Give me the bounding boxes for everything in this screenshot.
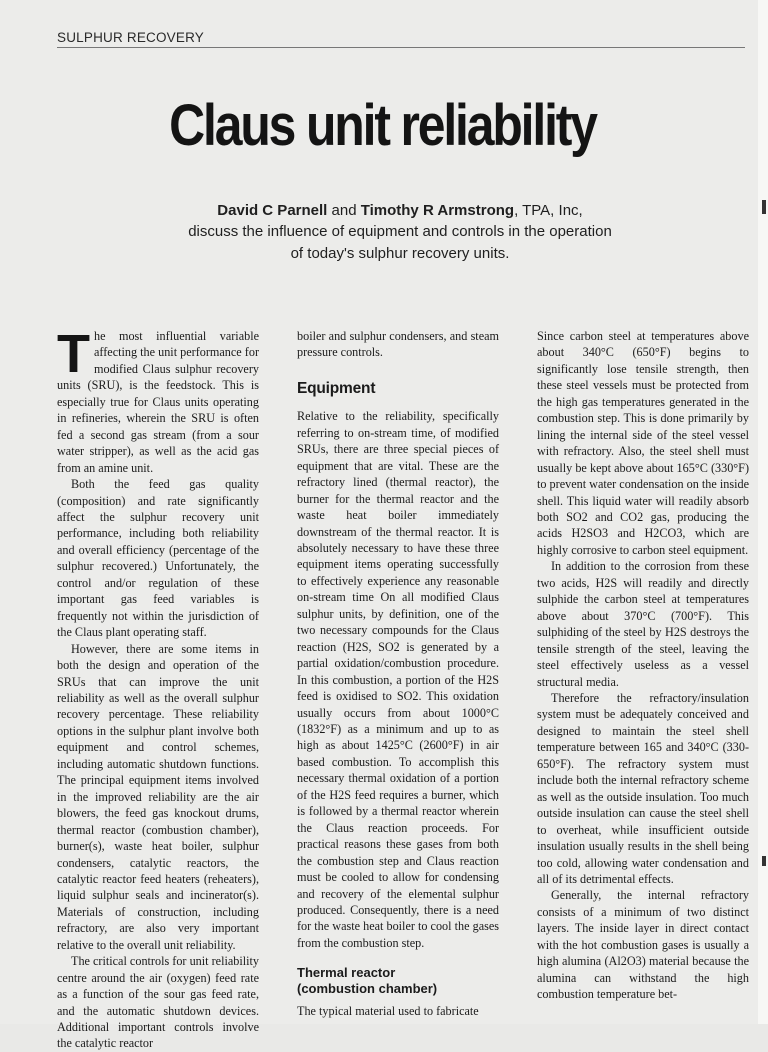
edge-mark [762, 200, 766, 214]
column-3 [537, 328, 749, 1003]
author-1: David C Parnell [217, 202, 328, 219]
paragraph: Generally, the internal refractory consists of a minimum of two distinct layers. The inside layer in direct contact with the hot combustion gases is usually a high alumina (Al2O3) material because the alumina can withstand the high combustion temperature bet- [537, 888, 749, 1002]
paragraph: boiler and sulphur condensers, and steam pressure controls. [297, 329, 499, 360]
paragraph: However, there are some items in both the design and operation of the SRUs that can improve the unit reliability as well as the overall sulphur recovery percentage. These reliability options in the sulphur plant involve both equipment and control schemes, including automatic shutdown functions. The principal equipment items involved in the improved reliability are the air blowers, the feed gas knockout drums, thermal reactor (combustion chamber), burner(s), waste heat boiler, sulphur condensers, catalytic reactors, the catalytic reactor feed heaters (reheaters), liquid sulphur seals and incinerator(s). Materials of construction, including refractory, are also very important relative to the overall unit reliability. [57, 641, 259, 952]
affiliation: , TPA, Inc, [514, 202, 583, 219]
article-title: Claus unit reliability [169, 93, 596, 158]
header-rule [57, 47, 745, 48]
paragraph-text: he most influential variable affecting the unit performance for modified Claus sulphur recovery units (SRU), is the feedstock. This is especially true for Claus units operating in refineries, wherein the SRU is often fed a second gas stream (from a sour water stripper), as well as the acid gas from an amine unit. [57, 329, 259, 475]
paragraph: Therefore the refractory/insulation system must be adequately conceived and designed to maintain the steel shell temperature between 165 and 340°C (330-650°F). The refractory system must include both the internal refractory scheme as well as the outside insulation. Too much outside insulation can cause the steel shell to overheat, while insufficient outside insulation usually results in the shell being too cold, allowing water condensation and all of its detrimental effects. [537, 690, 749, 886]
paragraph: Since carbon steel at temperatures above about 340°C (650°F) begins to significantly lose tensile strength, then these steel vessels must be protected from the high gas temperatures generated in the combustion step. This is done primarily by lining the internal side of the steel vessel with refractory. Also, the steel shell must usually be kept above about 165°C (330°F) to prevent water condensation on the inside shell. This liquid water will readily absorb both SO2 and CO2 gas, producing the acids H2SO3 and H2CO3, which are highly corrosive to carbon steel equipment. [537, 329, 749, 557]
column-1 [57, 324, 259, 1052]
paragraph: Both the feed gas quality (composition) and rate significantly affect the sulphur recovery unit performance, including both reliability and overall efficiency (percentage of the sulphur recovered.) Unfortunately, the control and/or regulation of these important gas feed variables is frequently not within the jurisdiction of the Claus plant operating staff. [57, 477, 259, 640]
heading-thermal-reactor [297, 965, 499, 997]
heading-line: (combustion chamber) [297, 981, 438, 997]
paragraph [57, 324, 259, 476]
edge-mark [762, 856, 766, 866]
paragraph: In addition to the corrosion from these two acids, H2S will readily and directly sulphide the carbon steel at temperatures above about 370°C (700°F). This sulphiding of the steel by H2S destroys the tensile strength of the steel, leaving the steel effectively useless as a vessel structural media. [537, 559, 749, 689]
byline-authors [0, 202, 768, 219]
paragraph: Relative to the reliability, specifically referring to on-stream time, of modified SRUs, there are three special pieces of equipment that are vital. These are the refractory lined (thermal reactor), the burner for the thermal reactor and the waste heat boiler immediately downstream of the thermal reactor. It is absolutely necessary to have these three equipment items operating successfully to effectively experience any reasonable on-stream time On all modified Claus sulphur units, by definition, one of the two necessary compounds for the Claus reaction (H2S, SO2 is generated by a partial oxidation/combustion procedure. In this combustion, a portion of the H2S feed is oxidised to SO2. This oxidation usually occurs from about 1000°C (1832°F) as a minimum and up to as high as about 1425°C (2600°F) in air based combustion. To accomplish this necessary thermal oxidation of a portion of the H2S feed requires a burner, which is followed by a thermal reactor wherein the Claus reaction proceeds. For practical reasons these gases from both the combustion step and Claus reaction must be cooled to allow for condensing and recovery of the elemental sulphur produced. Consequently, there is a need for the waste heat boiler to cool the gases from the combustion step. [297, 409, 499, 950]
column-2 [297, 328, 499, 1020]
section-label: SULPHUR RECOVERY [57, 30, 204, 45]
paragraph: The critical controls for unit reliability centre around the air (oxygen) feed rate as a function of the sour gas feed rate, and the automatic shutdown devices. Additional important controls involve the catalytic reactor [57, 954, 259, 1051]
paragraph: The typical material used to fabricate [297, 1004, 479, 1019]
page-edge [758, 0, 768, 1024]
heading-equipment: Equipment [297, 379, 376, 397]
byline-line-2: discuss the influence of equipment and controls in the operation [188, 223, 612, 240]
drop-cap: T [57, 324, 90, 384]
byline-and: and [327, 202, 361, 219]
heading-line: Thermal reactor [297, 965, 396, 981]
byline-line-3: of today's sulphur recovery units. [290, 245, 510, 262]
author-2: Timothy R Armstrong [360, 202, 515, 219]
